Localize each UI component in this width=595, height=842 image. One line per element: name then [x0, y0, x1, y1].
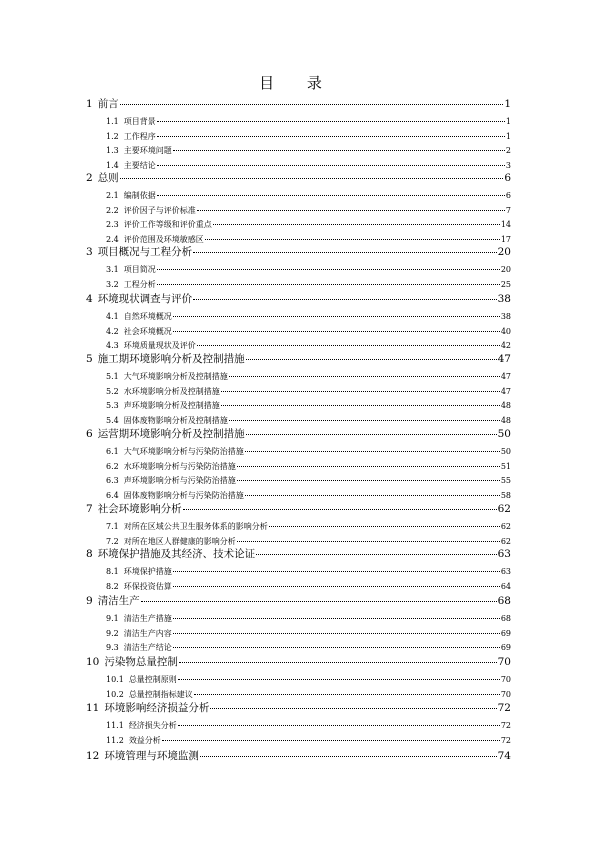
toc-section-number: 8.2 [106, 581, 119, 591]
toc-section-number: 9.1 [106, 614, 119, 623]
dot-leader [157, 269, 500, 270]
toc-page-number: 62 [500, 536, 511, 546]
toc-section-title: 项目简况 [123, 265, 156, 274]
toc-section-entry[interactable] [106, 234, 511, 245]
toc-chapter-number: 8 [86, 548, 93, 560]
toc-chapter-number: 6 [86, 428, 93, 440]
toc-page-number: 7 [505, 205, 511, 215]
dot-leader [141, 601, 497, 602]
toc-section-number: 3.2 [106, 279, 119, 289]
dot-leader [173, 316, 500, 317]
toc-section-number: 6.2 [106, 461, 119, 471]
dot-leader [173, 586, 500, 587]
toc-chapter-entry[interactable] [86, 547, 511, 561]
toc-page-number: 69 [500, 628, 511, 638]
toc-section-title: 大气环境影响分析及控制措施 [123, 372, 228, 381]
toc-section-number: 2.1 [106, 191, 119, 200]
toc-chapter-number: 1 [86, 98, 93, 110]
toc-section-title: 水环境影响分析及控制措施 [123, 386, 220, 396]
toc-section-title: 环保投资估算 [123, 581, 172, 591]
toc-chapter-number: 5 [86, 353, 93, 365]
toc-section-entry[interactable] [106, 735, 511, 746]
toc-page-number: 72 [500, 721, 511, 730]
toc-section-entry[interactable] [106, 340, 511, 351]
page-title: 目 录 [259, 74, 336, 92]
toc-page-number: 47 [500, 386, 511, 396]
dot-leader [205, 239, 500, 240]
toc-section-number: 10.1 [106, 675, 124, 684]
dot-leader [229, 376, 500, 377]
toc-section-entry[interactable] [106, 674, 511, 685]
dot-leader [183, 509, 497, 510]
toc-section-entry[interactable] [106, 490, 511, 501]
toc-page-number: 48 [500, 401, 511, 411]
dot-leader [173, 331, 500, 332]
toc-page-number: 47 [500, 372, 511, 381]
dot-leader [120, 104, 504, 105]
toc-section-entry[interactable] [106, 475, 511, 486]
dot-leader [256, 554, 496, 555]
dot-leader [178, 679, 500, 680]
toc-section-number: 2.2 [106, 205, 119, 215]
toc-section-entry[interactable] [106, 536, 511, 547]
toc-page-number: 62 [500, 522, 511, 531]
dot-leader [197, 210, 505, 211]
toc-page-number: 2 [505, 146, 511, 156]
toc-section-entry[interactable] [106, 160, 511, 171]
toc-page-number: 14 [500, 220, 511, 230]
toc-chapter-number: 12 [86, 750, 100, 762]
toc-section-entry[interactable] [106, 279, 511, 290]
toc-section-title: 清洁生产措施 [123, 614, 172, 623]
toc-page-number: 51 [500, 461, 511, 471]
dot-leader [213, 224, 500, 225]
toc-chapter-entry[interactable] [86, 749, 511, 763]
toc-section-entry[interactable] [106, 720, 511, 731]
toc-section-title: 效益分析 [128, 735, 161, 745]
toc-section-entry[interactable] [106, 446, 511, 457]
toc-section-number: 2.4 [106, 235, 119, 245]
toc-page-number: 20 [500, 265, 511, 274]
toc-page-number: 50 [500, 447, 511, 456]
toc-chapter-entry[interactable] [86, 502, 511, 516]
dot-leader [245, 495, 500, 496]
toc-section-entry[interactable] [106, 461, 511, 472]
dot-leader [173, 647, 500, 648]
dot-leader [193, 299, 496, 300]
toc-chapter-number: 2 [86, 172, 93, 184]
toc-chapter-title: 社会环境影响分析 [97, 503, 182, 515]
toc-chapter-title: 总则 [97, 172, 119, 184]
toc-section-number: 5.2 [106, 386, 119, 396]
toc-chapter-number: 7 [86, 503, 93, 515]
toc-page-number: 40 [500, 326, 511, 336]
dot-leader [237, 466, 500, 467]
dot-leader [173, 633, 500, 634]
toc-section-number: 3.1 [106, 265, 119, 274]
toc-section-title: 评价因子与评价标准 [123, 205, 196, 215]
toc-section-number: 4.3 [106, 341, 119, 351]
dot-leader [245, 451, 500, 452]
toc-page-number: 70 [500, 675, 511, 684]
toc-chapter-title: 运营期环境影响分析及控制措施 [97, 428, 245, 440]
toc-section-number: 10.2 [106, 689, 124, 699]
toc-section-number: 5.1 [106, 372, 119, 381]
dot-leader [200, 756, 497, 757]
toc-section-entry[interactable] [106, 131, 511, 142]
toc-chapter-entry[interactable] [86, 352, 511, 366]
toc-chapter-entry[interactable] [86, 427, 511, 441]
toc-section-title: 总量控制指标建议 [128, 689, 193, 699]
toc-page-number: 70 [500, 689, 511, 699]
toc-page-number: 20 [497, 246, 511, 258]
dot-leader [210, 708, 496, 709]
dot-leader [237, 480, 500, 481]
toc-page-number: 74 [497, 750, 511, 762]
toc-section-title: 声环境影响分析与污染防治措施 [123, 476, 236, 486]
toc-page-number: 38 [497, 293, 511, 305]
toc-section-entry[interactable] [106, 205, 511, 216]
toc-section-number: 4.2 [106, 326, 119, 336]
toc-section-number: 1.4 [106, 161, 119, 171]
dot-leader [157, 284, 500, 285]
toc-page-number: 1 [504, 98, 511, 110]
toc-page-number: 62 [497, 503, 511, 515]
toc-section-entry[interactable] [106, 566, 511, 577]
toc-section-title: 环境保护措施 [123, 567, 172, 576]
toc-chapter-title: 环境现状调查与评价 [97, 293, 193, 305]
toc-page-number: 3 [505, 161, 511, 171]
dot-leader [157, 121, 505, 122]
toc-page-number: 69 [500, 643, 511, 653]
toc-page-number: 17 [500, 235, 511, 245]
dot-leader [157, 136, 505, 137]
toc-section-number: 7.1 [106, 522, 119, 531]
toc-section-title: 固体废物影响分析及控制措施 [123, 416, 228, 426]
toc-page-number: 48 [500, 416, 511, 426]
toc-page-number: 68 [500, 614, 511, 623]
toc-page-number: 70 [497, 656, 511, 668]
toc-section-entry[interactable] [106, 219, 511, 230]
dot-leader [178, 725, 500, 726]
toc-chapter-number: 10 [86, 656, 100, 668]
dot-leader [162, 740, 500, 741]
toc-section-title: 固体废物影响分析与污染防治措施 [123, 491, 244, 501]
dot-leader [197, 345, 500, 346]
toc-section-entry[interactable] [106, 386, 511, 397]
toc-chapter-title: 前言 [97, 98, 119, 110]
toc-chapter-entry[interactable] [86, 594, 511, 608]
toc-section-number: 9.3 [106, 643, 119, 653]
toc-section-title: 清洁生产结论 [123, 643, 172, 653]
toc-section-title: 主要结论 [123, 161, 156, 171]
dot-leader [237, 541, 500, 542]
toc-page-number: 1 [505, 117, 511, 126]
toc-chapter-number: 9 [86, 595, 93, 607]
dot-leader [157, 195, 505, 196]
dot-leader [179, 662, 497, 663]
toc-section-title: 对所在区域公共卫生服务体系的影响分析 [123, 522, 268, 531]
toc-section-entry[interactable] [106, 613, 511, 624]
toc-page-number: 72 [497, 702, 511, 714]
toc-section-entry[interactable] [106, 689, 511, 700]
toc-chapter-number: 11 [86, 702, 100, 714]
toc-section-number: 6.3 [106, 476, 119, 486]
toc-page-number: 63 [500, 567, 511, 576]
toc-section-title: 项目背景 [123, 117, 156, 126]
toc-section-entry[interactable] [106, 521, 511, 532]
toc-section-title: 主要环境问题 [123, 146, 172, 156]
toc-page-number: 42 [500, 341, 511, 351]
toc-section-entry[interactable] [106, 371, 511, 382]
toc-section-entry[interactable] [106, 145, 511, 156]
toc-page-number: 1 [505, 131, 511, 141]
toc-chapter-title: 污染物总量控制 [104, 656, 178, 668]
toc-section-title: 经济损失分析 [128, 721, 177, 730]
toc-section-entry[interactable] [106, 116, 511, 127]
toc-section-number: 5.3 [106, 401, 119, 411]
toc-section-number: 11.1 [106, 721, 124, 730]
dot-leader [221, 405, 500, 406]
toc-section-number: 9.2 [106, 628, 119, 638]
toc-page-number: 47 [497, 353, 511, 365]
dot-leader [193, 252, 496, 253]
toc-chapter-title: 环境保护措施及其经济、技术论证 [97, 548, 256, 560]
toc-page-number: 25 [500, 279, 511, 289]
toc-section-number: 6.4 [106, 491, 119, 501]
dot-leader [173, 571, 500, 572]
dot-leader [229, 420, 500, 421]
toc-section-number: 4.1 [106, 312, 119, 321]
toc-section-number: 7.2 [106, 536, 119, 546]
toc-page-number: 50 [497, 428, 511, 440]
toc-chapter-entry[interactable] [86, 97, 511, 111]
toc-chapter-number: 3 [86, 246, 93, 258]
toc-section-number: 1.2 [106, 131, 119, 141]
toc-section-title: 自然环境概况 [123, 312, 172, 321]
toc-chapter-entry[interactable] [86, 292, 511, 306]
toc-chapter-title: 清洁生产 [97, 595, 140, 607]
toc-section-number: 1.1 [106, 117, 119, 126]
toc-section-entry[interactable] [106, 326, 511, 337]
toc-section-title: 评价工作等级和评价重点 [123, 220, 212, 230]
dot-leader [269, 526, 500, 527]
dot-leader [221, 391, 500, 392]
dot-leader [246, 359, 497, 360]
toc-section-entry[interactable] [106, 415, 511, 426]
toc-section-title: 评价范围及环境敏感区 [123, 235, 204, 245]
toc-section-title: 社会环境概况 [123, 326, 172, 336]
toc-chapter-title: 环境影响经济损益分析 [104, 702, 210, 714]
toc-section-entry[interactable] [106, 642, 511, 653]
toc-section-entry[interactable] [106, 311, 511, 322]
toc-page-number: 6 [505, 191, 511, 200]
toc-section-title: 声环境影响分析及控制措施 [123, 401, 220, 411]
toc-chapter-title: 环境管理与环境监测 [104, 750, 199, 762]
toc-section-entry[interactable] [106, 190, 511, 201]
toc-page-number: 38 [500, 312, 511, 321]
toc-section-entry[interactable] [106, 628, 511, 639]
toc-section-entry[interactable] [106, 264, 511, 275]
toc-section-number: 5.4 [106, 416, 119, 426]
toc-section-title: 大气环境影响分析与污染防治措施 [123, 447, 244, 456]
toc-chapter-title: 施工期环境影响分析及控制措施 [97, 353, 245, 365]
toc-chapter-entry[interactable] [86, 245, 511, 259]
toc-section-title: 水环境影响分析与污染防治措施 [123, 461, 236, 471]
toc-chapter-entry[interactable] [86, 701, 511, 715]
toc-section-title: 编制依据 [123, 191, 156, 200]
dot-leader [157, 165, 505, 166]
dot-leader [173, 618, 500, 619]
toc-page-number: 63 [497, 548, 511, 560]
toc-chapter-entry[interactable] [86, 171, 511, 185]
toc-section-number: 6.1 [106, 447, 119, 456]
toc-section-number: 2.3 [106, 220, 119, 230]
toc-page-number: 58 [500, 491, 511, 501]
toc-page-number: 72 [500, 735, 511, 745]
toc-chapter-title: 项目概况与工程分析 [97, 246, 193, 258]
toc-section-title: 环境质量现状及评价 [123, 341, 196, 351]
toc-section-title: 对所在地区人群健康的影响分析 [123, 536, 236, 546]
dot-leader [173, 150, 505, 151]
toc-chapter-number: 4 [86, 293, 93, 305]
toc-page-number: 68 [497, 595, 511, 607]
toc-section-entry[interactable] [106, 400, 511, 411]
toc-section-number: 11.2 [106, 735, 124, 745]
toc-section-number: 1.3 [106, 146, 119, 156]
toc-page-number: 55 [500, 476, 511, 486]
toc-page-number: 6 [504, 172, 511, 184]
toc-page-number: 64 [500, 581, 511, 591]
toc-section-title: 清洁生产内容 [123, 628, 172, 638]
toc-section-title: 工程分析 [123, 279, 156, 289]
dot-leader [246, 434, 497, 435]
dot-leader [120, 178, 504, 179]
toc-section-number: 8.1 [106, 567, 119, 576]
toc-section-entry[interactable] [106, 581, 511, 592]
dot-leader [194, 694, 500, 695]
toc-section-title: 总量控制原则 [128, 675, 177, 684]
toc-chapter-entry[interactable] [86, 655, 511, 669]
toc-section-title: 工作程序 [123, 131, 156, 141]
